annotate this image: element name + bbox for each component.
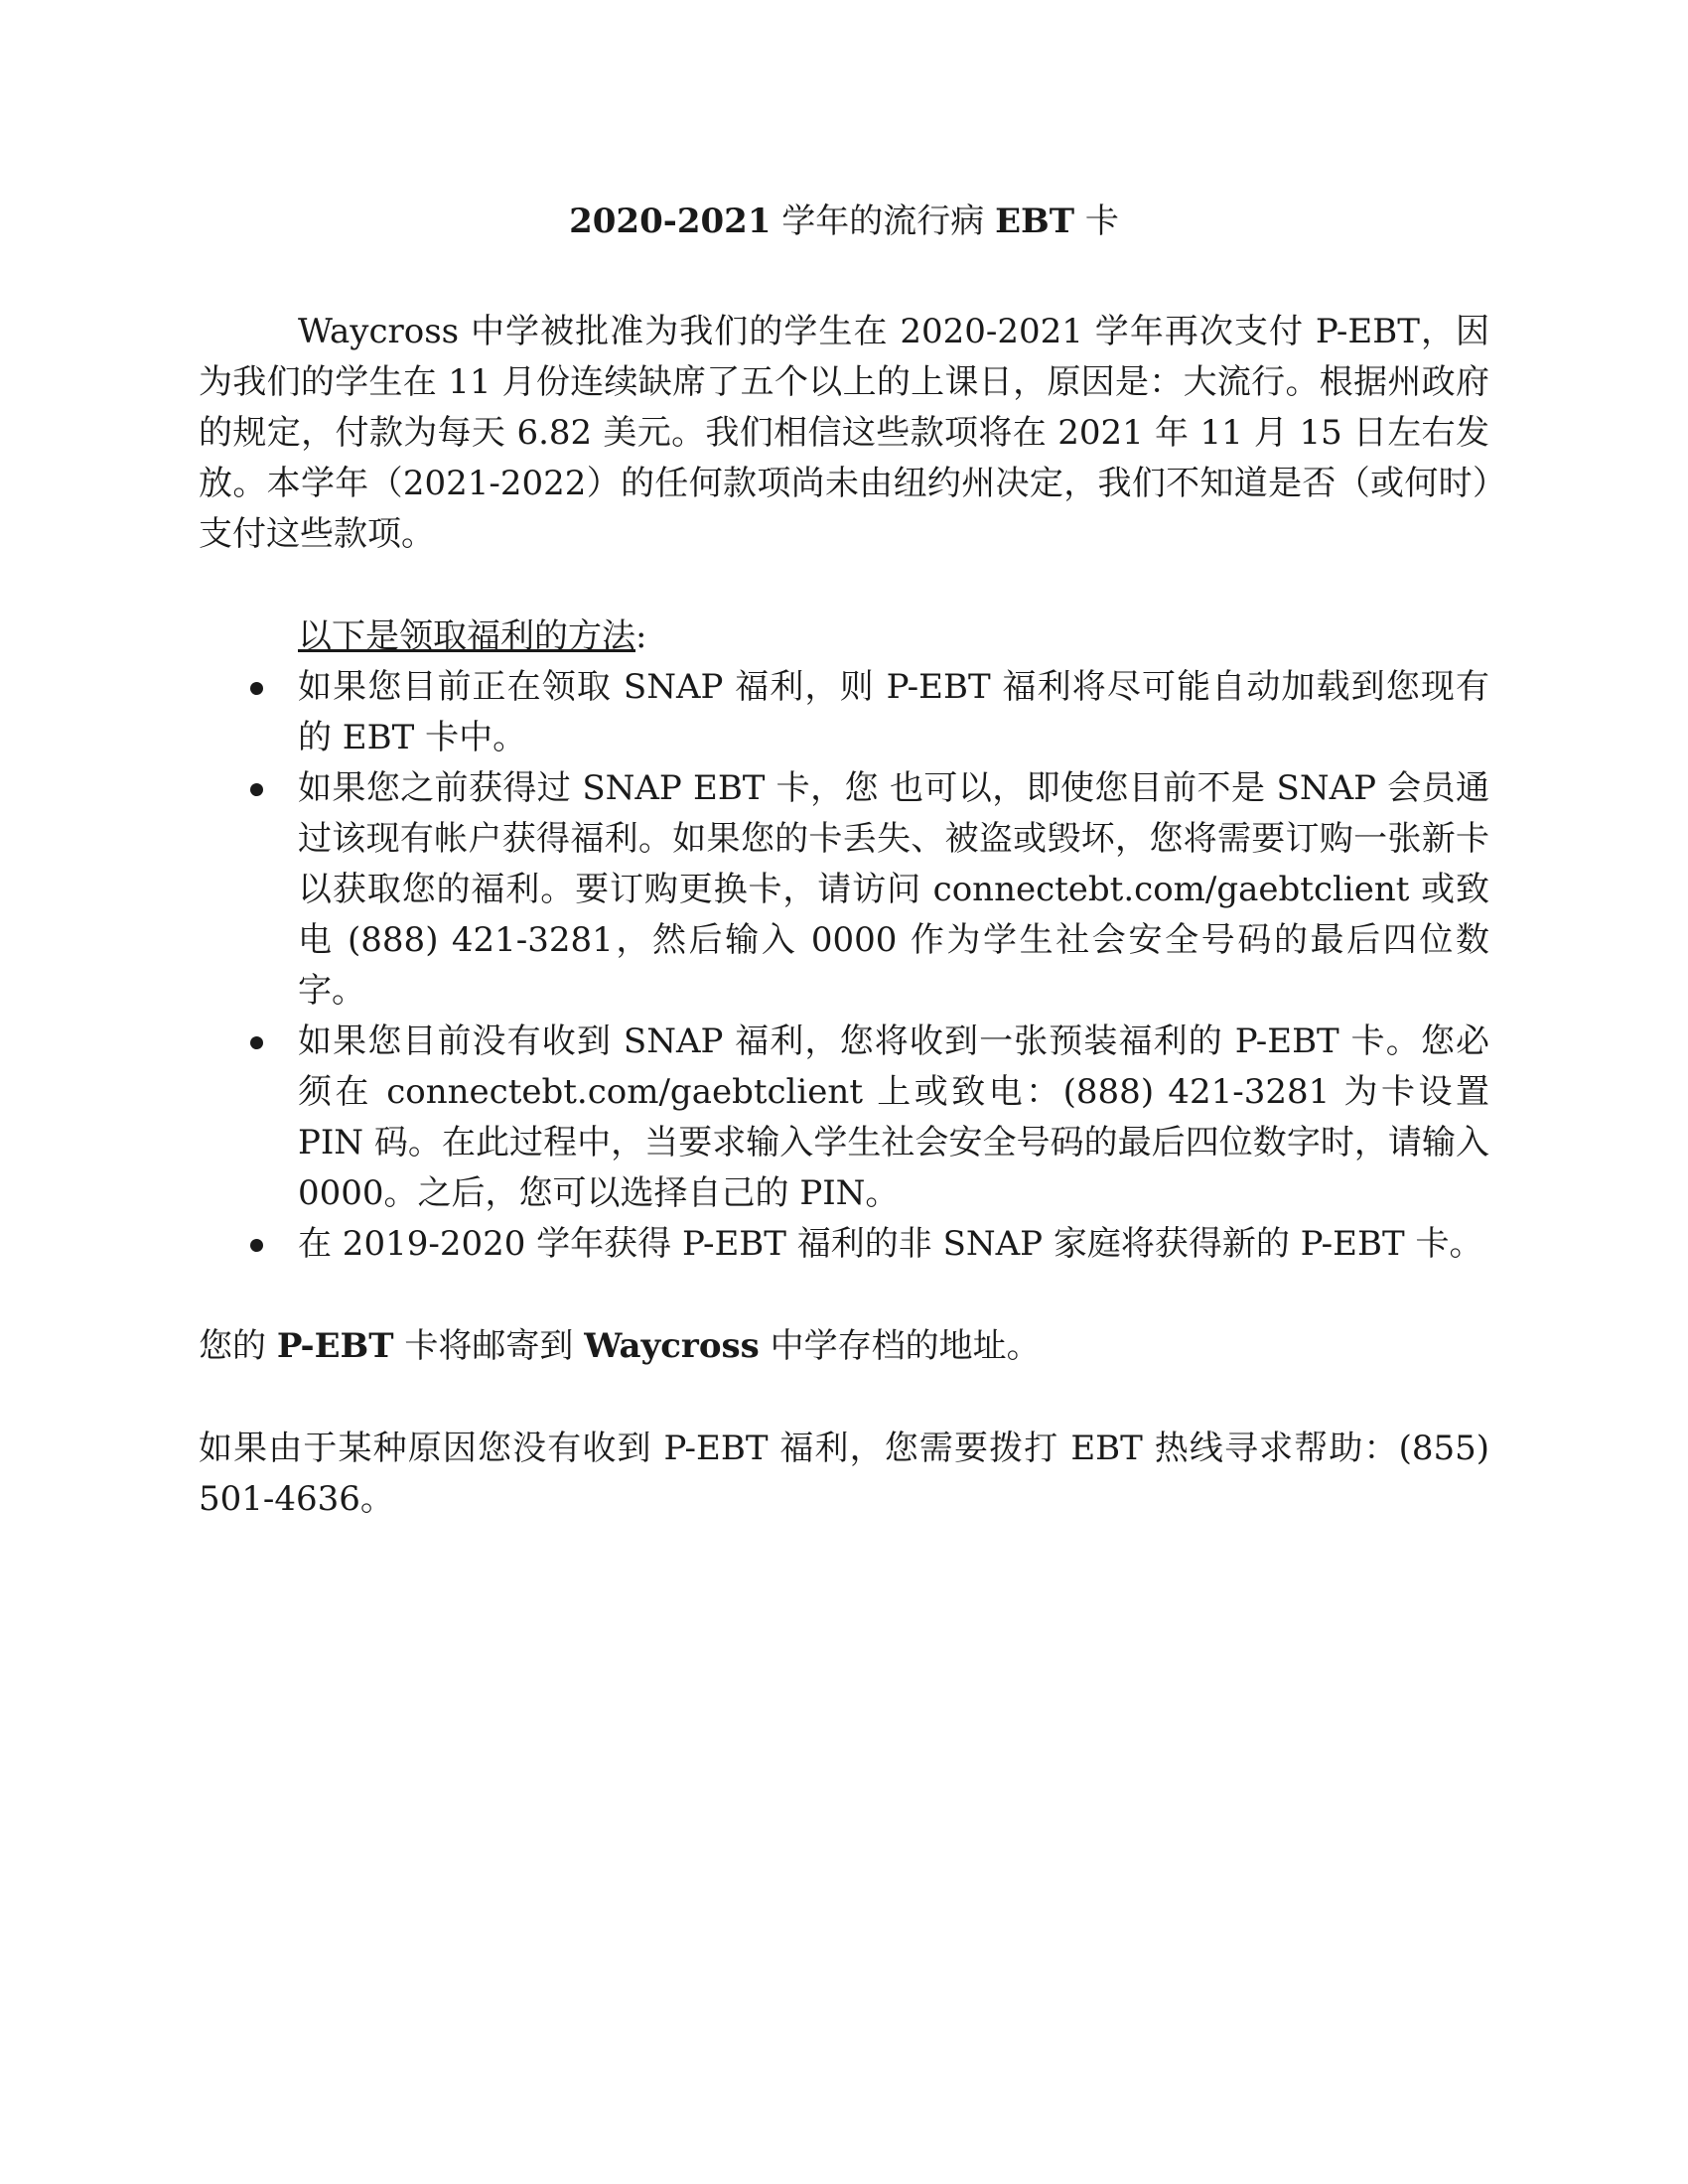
list-item (199, 662, 1489, 763)
mailing-mid: 卡将邮寄到 (393, 1326, 585, 1366)
mailing-suffix: 中学存档的地址。 (759, 1326, 1041, 1366)
mailing-card: P-EBT (276, 1326, 394, 1366)
list-item-text: 在 2019-2020 学年获得 P-EBT 福利的非 SNAP 家庭将获得新的 P-EBT 卡。 (298, 1224, 1483, 1264)
how-to-label: 以下是领取福利的方法 (298, 616, 635, 656)
title-year: 2020-2021 (569, 202, 772, 241)
how-to-colon: : (635, 616, 647, 656)
list-item-text: 如果您之前获得过 SNAP EBT 卡，您 也可以，即使您目前不是 SNAP 会员通过该现有帐户获得福利。如果您的卡丢失、被盗或毁坏，您将需要订购一张新卡以获取您的福利。要订购更换卡，请访问 connectebt.com/gaebtclient 或致电 (888) 421-3281，然后输入 0000 作为学生社会安全号码的最后四位数字。 (298, 768, 1489, 1011)
list-item (199, 763, 1489, 1017)
bullet-icon (250, 1239, 263, 1252)
help-paragraph: 如果由于某种原因您没有收到 P-EBT 福利，您需要拨打 EBT 热线寻求帮助：(855) 501-4636。 (199, 1429, 1489, 1519)
bullet-icon (250, 1036, 263, 1049)
intro-paragraph: Waycross 中学被批准为我们的学生在 2020-2021 学年再次支付 P-EBT，因为我们的学生在 11 月份连续缺席了五个以上的上课日，原因是：大流行。根据州政府的规定，付款为每天 6.82 美元。我们相信这些款项将在 2021 年 11 月 15 日左右发放。本学年（2021-2022）的任何款项尚未由纽约州决定，我们不知道是否（或何时）支付这些款项。 (199, 312, 1489, 554)
benefit-methods-list (199, 662, 1489, 1270)
list-item-text: 如果您目前没有收到 SNAP 福利，您将收到一张预装福利的 P-EBT 卡。您必须在 connectebt.com/gaebtclient 上或致电：(888) 421-3281 为卡设置 PIN 码。在此过程中，当要求输入学生社会安全号码的最后四位数字时，请输入 0000。之后，您可以选择自己的 PIN。 (298, 1022, 1489, 1213)
list-item-text: 如果您目前正在领取 SNAP 福利，则 P-EBT 福利将尽可能自动加载到您现有的 EBT 卡中。 (298, 667, 1489, 757)
bullet-icon (250, 783, 263, 796)
mailing-prefix: 您的 (199, 1326, 277, 1366)
how-to-heading (298, 612, 1489, 662)
title-text: 学年的流行病 (771, 202, 996, 241)
document-title (199, 194, 1489, 249)
list-item (199, 1017, 1489, 1219)
bullet-icon (250, 682, 263, 695)
title-ebt: EBT (995, 202, 1075, 241)
title-card: 卡 (1074, 202, 1119, 241)
mailing-paragraph (199, 1321, 1489, 1372)
list-item (199, 1219, 1489, 1270)
document-page (199, 194, 1489, 1525)
mailing-school: Waycross (584, 1326, 760, 1366)
